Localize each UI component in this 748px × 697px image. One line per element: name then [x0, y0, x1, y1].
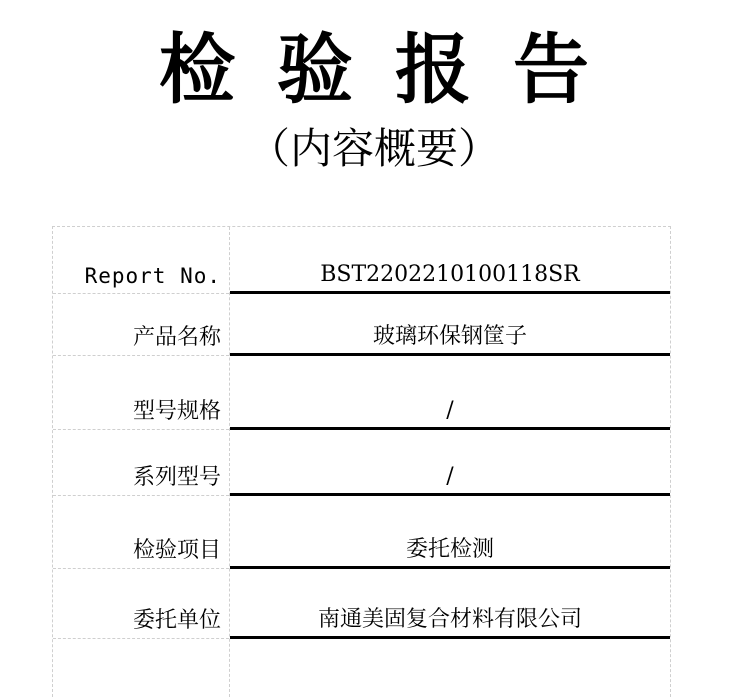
series-model-value: / [446, 464, 454, 489]
product-name-value: 玻璃环保钢筐子 [372, 324, 527, 349]
report-subtitle: （内容概要） [247, 124, 500, 173]
model-spec-label: 型号规格 [132, 399, 221, 424]
model-spec-value: / [446, 398, 454, 423]
row-product-name [53, 294, 670, 356]
report-no-value-cell [230, 227, 670, 294]
series-model-label: 系列型号 [132, 465, 221, 490]
product-name-value-cell [230, 294, 670, 356]
series-model-value-cell [230, 430, 670, 496]
model-spec-value-cell [230, 356, 670, 430]
row-inspection-item [53, 496, 670, 569]
client-value: 南通美固复合材料有限公司 [317, 607, 582, 632]
row-client [53, 569, 670, 639]
inspection-item-value-cell [230, 496, 670, 569]
row-series-model [53, 430, 670, 496]
inspection-item-value: 委托检测 [405, 537, 494, 562]
report-no-label: Report No. [84, 264, 221, 288]
row-report-no [53, 227, 670, 294]
product-name-label: 产品名称 [132, 325, 221, 350]
row-model-spec [53, 356, 670, 430]
summary-table [52, 226, 671, 697]
report-no-value: BST2202210100118SR [320, 262, 580, 287]
inspection-item-label: 检验项目 [132, 538, 221, 563]
client-label: 委托单位 [132, 608, 221, 633]
report-title: 检验报告 [159, 25, 631, 114]
client-value-cell [230, 569, 670, 639]
